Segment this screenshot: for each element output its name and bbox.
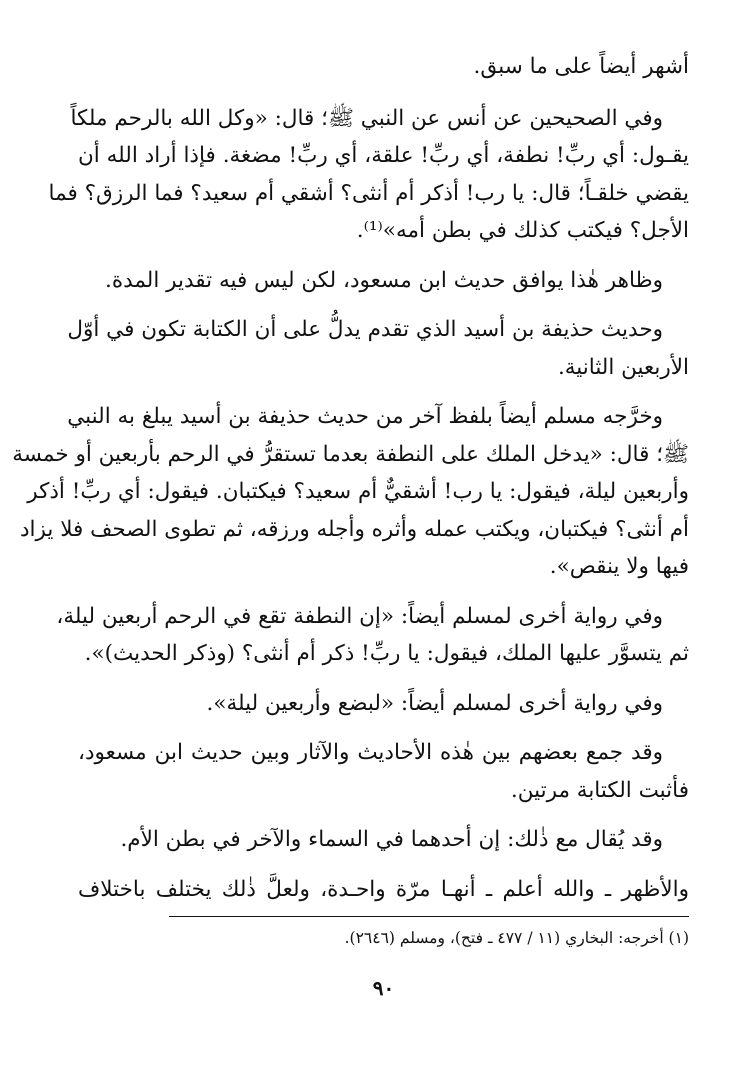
text-line: والأظهر ـ والله أعلم ـ أنهـا مرّة واحـدة، ولعلَّ ذٰلك يختلف باختلاف [78, 876, 689, 902]
text-line: وقد يُقال مع ذٰلك: إن أحدهما في السماء والآخر في بطن الأم. [120, 827, 663, 852]
paragraph-4 [12, 398, 689, 586]
text-line: وأربعين ليلة، فيقول: يا رب! أشقيٌّ أم سعيد؟ فيكتبان. فيقول: أي ربِّ! أذكر [27, 479, 689, 504]
page-number: ٩٠ [372, 976, 395, 1000]
paragraph-2 [78, 262, 689, 300]
footnote: (١) أخرجه: البخاري (١١ / ٤٧٧ ـ فتح)، ومسلم (٢٦٤٦). [344, 929, 689, 947]
text-line: الأربعين الثانية. [557, 354, 689, 380]
text-line: ﷺ؛ قال: «يدخل الملك على النطفة بعدما تستقرُّ في الرحم بأربعين أو خمسة [12, 441, 689, 467]
paragraph-0 [78, 48, 689, 86]
paragraph-8 [78, 821, 689, 859]
text-line: الأجل؟ فيكتب كذلك في بطن أمه»⁽¹⁾. [356, 218, 689, 243]
text-line: وظاهر هٰذا يوافق حديث ابن مسعود، لكن ليس فيه تقدير المدة. [104, 267, 663, 293]
paragraph-7 [78, 734, 689, 809]
text-line: يقضي خلقـاً؛ قال: يا رب! أذكر أم أنثى؟ أشقي أم سعيد؟ فما الرزق؟ فما [48, 180, 689, 206]
text-line: وفي رواية أخرى لمسلم أيضاً: «لبضع وأربعين ليلة». [206, 690, 663, 716]
text-line: وخرَّجه مسلم أيضاً بلفظ آخر من حديث حذيفة بن أسيد يبلغ به النبي [67, 404, 663, 429]
text-line: فأثبت الكتابة مرتين. [510, 777, 689, 803]
text-line: يقـول: أي ربِّ! نطفة، أي ربِّ! علقة، أي ربِّ! مضغة. فإذا أراد الله أن [78, 143, 689, 168]
paragraph-6 [78, 685, 689, 723]
text-line: وحديث حذيفة بن أسيد الذي تقدم يدلُّ على أن الكتابة تكون في أوّل [67, 317, 663, 342]
book-page [12, 48, 689, 1088]
text-line: فيها ولا ينقص». [549, 554, 689, 579]
paragraph-3 [67, 311, 689, 386]
text-line: وقد جمع بعضهم بين هٰذه الأحاديث والآثار وبين حديث ابن مسعود، [78, 740, 663, 765]
text-line: ثم يتسوَّر عليها الملك، فيقول: يا ربِّ! ذكر أم أنثى؟ (وذكر الحديث)». [84, 641, 689, 666]
paragraph-1 [48, 100, 689, 250]
paragraph-5 [56, 598, 689, 673]
text-line: وفي الصحيحين عن أنس عن النبي ﷺ؛ قال: «وكل الله بالرحم ملكاً [70, 105, 663, 131]
paragraph-9 [78, 871, 689, 909]
text-line: أم أنثى؟ فيكتبان، ويكتب عمله وأثره وأجله ورزقه، ثم تطوى الصحف فلا يزاد [19, 516, 689, 542]
text-line: أشهر أيضاً على ما سبق. [473, 54, 689, 79]
text-line: وفي رواية أخرى لمسلم أيضاً: «إن النطفة تقع في الرحم أربعين ليلة، [56, 603, 663, 629]
footnote-divider [169, 916, 689, 917]
